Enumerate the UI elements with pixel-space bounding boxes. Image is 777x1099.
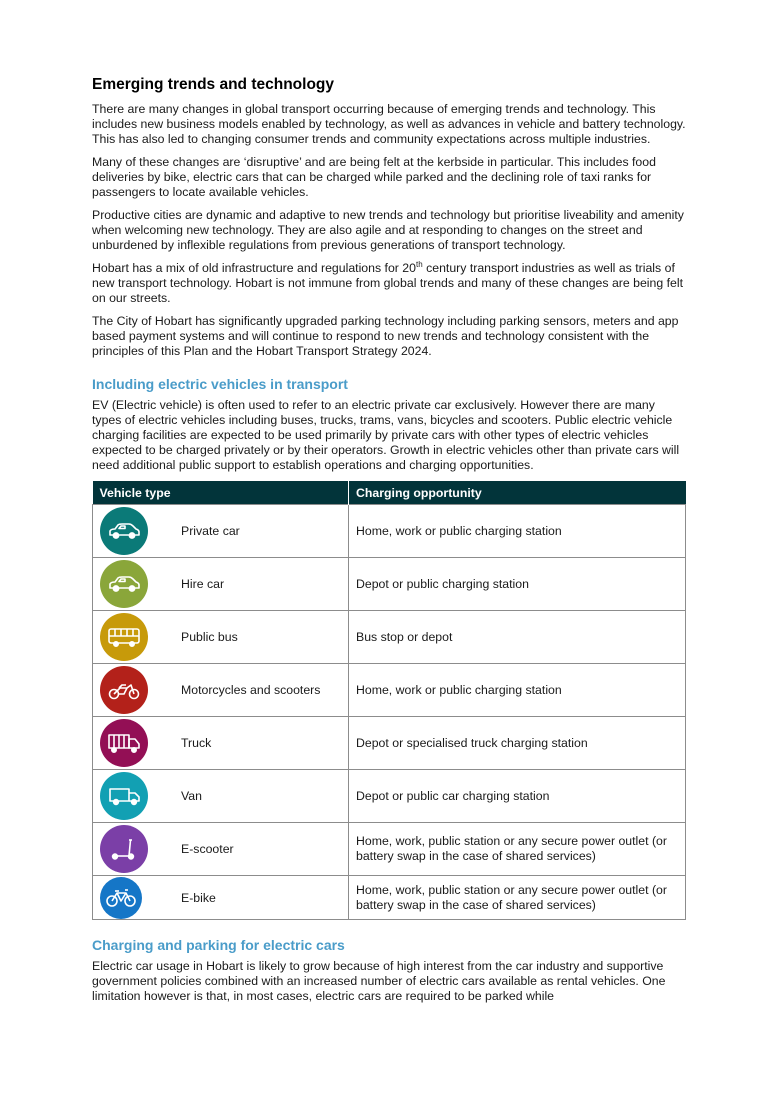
vehicle-type-cell: Public bus [161,611,349,664]
paragraph: There are many changes in global transport occurring because of emerging trends and technology. This includes new business models enabled by technology, as well as advances in vehicle and battery technology. This has also led to changing consumer trends and community expectations across multiple industries. [92,102,686,146]
vehicle-icon-cell [93,770,162,823]
vehicle-type-cell: Motorcycles and scooters [161,664,349,717]
table-row [93,505,686,558]
paragraph: EV (Electric vehicle) is often used to refer to an electric private car exclusively. However there are many types of electric vehicles including buses, trucks, trams, vans, bicycles and scooters. Public electric vehicle charging facilities are expected to be used primarily by private cars with other types of electric vehicles expected to be charged privately or by their operators. Growth in electric vehicles other than private cars will need additional public support to establish operations and charging opportunities. [92,398,680,472]
charging-opportunity-cell: Bus stop or depot [349,611,686,664]
column-header-vehicle-type: Vehicle type [93,481,349,505]
table-row [93,611,686,664]
section-title-charging-parking: Charging and parking for electric cars [92,937,345,953]
bus-icon [100,613,148,661]
column-header-charging-opportunity: Charging opportunity [349,481,686,505]
paragraph: Many of these changes are ‘disruptive’ and are being felt at the kerbside in particular. This includes food deliveries by bike, electric cars that can be charged while parked and the declining role of taxi ranks for passengers to locate available vehicles. [92,155,656,199]
table-row [93,664,686,717]
car-icon [100,507,148,555]
vehicle-type-cell: E-scooter [161,823,349,876]
charging-opportunity-cell: Home, work or public charging station [349,505,686,558]
vehicle-type-cell: E-bike [161,876,349,920]
vehicle-charging-table [92,481,686,920]
text-run: century transport industries as well as trials of new transport technology. Hobart is not immune from global trends and many of these changes are being felt on our streets. [92,261,684,305]
paragraph [92,261,686,306]
page-content [92,76,686,1012]
table-row [93,770,686,823]
van-icon [100,772,148,820]
table-row [93,823,686,876]
vehicle-icon-cell [93,558,162,611]
car-icon [100,560,148,608]
vehicle-type-cell: Private car [161,505,349,558]
vehicle-icon-cell [93,611,162,664]
table-body [93,505,686,920]
vehicle-type-cell: Hire car [161,558,349,611]
e-bike-icon [100,877,142,919]
charging-opportunity-cell: Home, work, public station or any secure power outlet (or battery swap in the case of shared services) [349,823,686,876]
truck-icon [100,719,148,767]
charging-opportunity-cell: Home, work or public charging station [349,664,686,717]
section-title-emerging-trends: Emerging trends and technology [92,76,334,93]
vehicle-icon-cell [93,717,162,770]
table-row [93,558,686,611]
table-header-row [93,481,686,505]
table-row [93,876,686,920]
charging-opportunity-cell: Depot or specialised truck charging station [349,717,686,770]
paragraph: Electric car usage in Hobart is likely to grow because of high interest from the car industry and supportive government policies combined with an increased number of electric cars available as rental vehicles. One limitation however is that, in most cases, electric cars are required to be parked while [92,959,666,1003]
superscript: th [416,259,423,269]
motorcycle-icon [100,666,148,714]
e-scooter-icon [100,825,148,873]
charging-opportunity-cell: Depot or public charging station [349,558,686,611]
vehicle-icon-cell [93,876,162,920]
vehicle-type-cell: Truck [161,717,349,770]
vehicle-icon-cell [93,823,162,876]
vehicle-type-cell: Van [161,770,349,823]
vehicle-icon-cell [93,505,162,558]
vehicle-icon-cell [93,664,162,717]
paragraph: The City of Hobart has significantly upgraded parking technology including parking sensors, meters and app based payment systems and will continue to respond to new trends and technology consistent with the principles of this Plan and the Hobart Transport Strategy 2024. [92,314,679,358]
text-run: Hobart has a mix of old infrastructure and regulations for 20 [92,261,416,275]
charging-opportunity-cell: Home, work, public station or any secure power outlet (or battery swap in the case of shared services) [349,876,686,920]
section-title-electric-vehicles: Including electric vehicles in transport [92,376,348,392]
charging-opportunity-cell: Depot or public car charging station [349,770,686,823]
paragraph: Productive cities are dynamic and adaptive to new trends and technology but prioritise liveability and amenity when welcoming new technology. They are also agile and at responding to changes on the street and unburdened by inflexible regulations from previous generations of transport technology. [92,208,684,252]
table-row [93,717,686,770]
